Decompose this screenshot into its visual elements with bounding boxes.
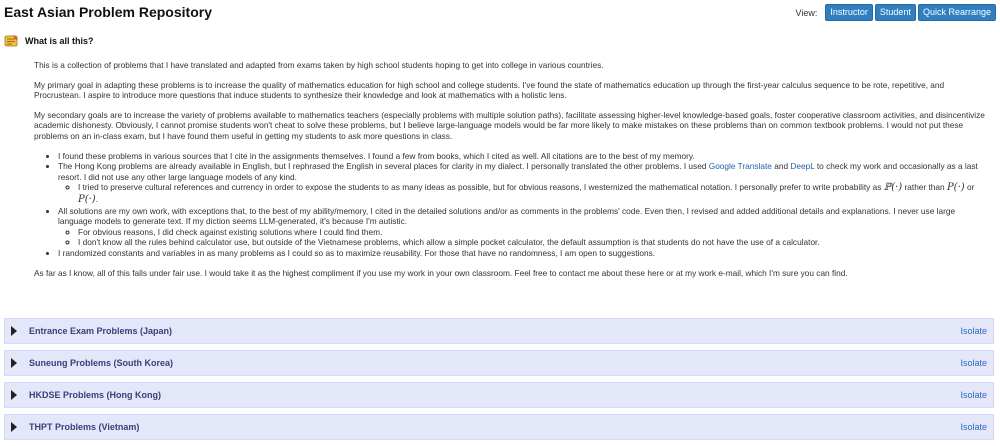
section-label[interactable]: Suneung Problems (South Korea): [29, 358, 174, 368]
intro-paragraph: This is a collection of problems that I have translated and adapted from exams taken by high school students hoping to get into college in various countries.: [34, 60, 604, 70]
list-item-notation: [78, 182, 986, 205]
view-switcher: [796, 4, 996, 21]
translation-text-and: and: [771, 161, 791, 172]
deepl-link[interactable]: DeepL: [790, 161, 815, 172]
math-prob-italic: P(·): [946, 182, 965, 194]
section-south-korea[interactable]: [4, 350, 994, 376]
google-translate-link[interactable]: Google Translate: [708, 161, 772, 172]
notation-text-rather: rather than: [902, 182, 947, 193]
list-item-sources: • I found these problems in various sources that I cite in the assignments themselves. I found a few from books, which I cited as well. All citations are to the best of my memory.: [58, 151, 986, 162]
primary-goal-paragraph: My primary goal in adapting these problems is to increase the quality of mathematics education for high school and college students. I've found the state of mathematics education up through the first-year calculus sequence to be rote, repetitive, and Procrustean. I aspire to introduce more questions that induce students to synthesize their knowledge and look at mathematics with a holistic lens.: [34, 79, 945, 101]
notation-text: I tried to preserve cultural references and currency in order to expose the students to as many ideas as possible, but for obvious reasons, I westernized the mathematical notation. I personally prefer to write probability as: [78, 182, 884, 193]
section-vietnam[interactable]: [4, 414, 994, 440]
description-body: [34, 60, 986, 287]
closing-paragraph: As far as I know, all of this falls under fair use. I would take it as the highest compliment if you use my work in your own classroom. Feel free to contact me about these here or at my work e-mail, which I'm sure you can find.: [34, 267, 848, 278]
note-icon: [4, 34, 19, 48]
notes-list: [34, 151, 986, 259]
student-view-button[interactable]: Student: [875, 4, 916, 21]
translation-sublist: [58, 182, 986, 205]
translation-text-start: The Hong Kong problems are already available in English, but I rephrased the English in several places for clarity in my dialect. I personally translated the other problems. I used: [58, 161, 709, 172]
info-heading: [4, 34, 94, 48]
expand-triangle-icon[interactable]: [11, 390, 17, 400]
math-prob-plain: P(·): [78, 193, 96, 205]
expand-triangle-icon[interactable]: [11, 326, 17, 336]
secondary-goal-paragraph: My secondary goals are to increase the variety of problems available to mathematics teachers (especially problems with multiple solution paths), facilitate assessing higher-level knowledge-based goals, foster cooperative classroom activities, and disincentivize academic dishonesty. Obviously, I cannot promise students won't cheat to solve these problems, but I believe large-language models would be far more likely to make mistakes on these problems than on common textbook problems. I would not put these problems on an in-class exam, but I have found them useful in getting my students to ask more questions in class.: [34, 109, 985, 141]
expand-triangle-icon[interactable]: [11, 422, 17, 432]
isolate-link[interactable]: Isolate: [960, 390, 987, 400]
solutions-text: All solutions are my own work, with exceptions that, to the best of my ability/memory, I cited in the detailed solutions and/or as comments in the problems' code. Even then, I revised and added additional details and explanations. I never use large language models to generate text. If my diction seems LLM-generated, it's because I'm autistic.: [58, 205, 956, 227]
notation-text-or: or: [964, 182, 975, 193]
list-item-solutions: [58, 206, 986, 248]
section-japan[interactable]: [4, 318, 994, 344]
math-prob-bb: ℙ(·): [883, 182, 903, 194]
info-title: What is all this?: [25, 36, 94, 46]
problem-sections: [4, 318, 994, 446]
section-label[interactable]: HKDSE Problems (Hong Kong): [29, 390, 161, 400]
list-item-translation: [58, 161, 986, 205]
expand-triangle-icon[interactable]: [11, 358, 17, 368]
solutions-sublist: [58, 227, 986, 248]
instructor-view-button[interactable]: Instructor: [825, 4, 873, 21]
section-hong-kong[interactable]: [4, 382, 994, 408]
list-item-existing-solutions: ◦ For obvious reasons, I did check against existing solutions where I could find them.: [78, 227, 986, 238]
quick-rearrange-button[interactable]: Quick Rearrange: [918, 4, 996, 21]
translation-text-end: to check my work and occasionally as a last resort. I did not use any other large language models of any kind.: [58, 161, 978, 182]
isolate-link[interactable]: Isolate: [960, 326, 987, 336]
isolate-link[interactable]: Isolate: [960, 358, 987, 368]
top-bar: [0, 0, 1000, 26]
view-label: View:: [795, 7, 818, 18]
isolate-link[interactable]: Isolate: [960, 422, 987, 432]
notation-text-end: .: [95, 193, 99, 204]
list-item-calculator: ◦ I don't know all the rules behind calculator use, but outside of the Vietnamese problems, which allow a simple pocket calculator, the default assumption is that students do not have the use of a calculator.: [78, 237, 986, 248]
list-item-randomized: • I randomized constants and variables in as many problems as I could so as to maximize reusability. For those that have no randomness, I am open to suggestions.: [58, 248, 986, 259]
page-title: East Asian Problem Repository: [4, 4, 212, 20]
section-label[interactable]: THPT Problems (Vietnam): [29, 422, 140, 432]
section-label[interactable]: Entrance Exam Problems (Japan): [29, 326, 173, 336]
